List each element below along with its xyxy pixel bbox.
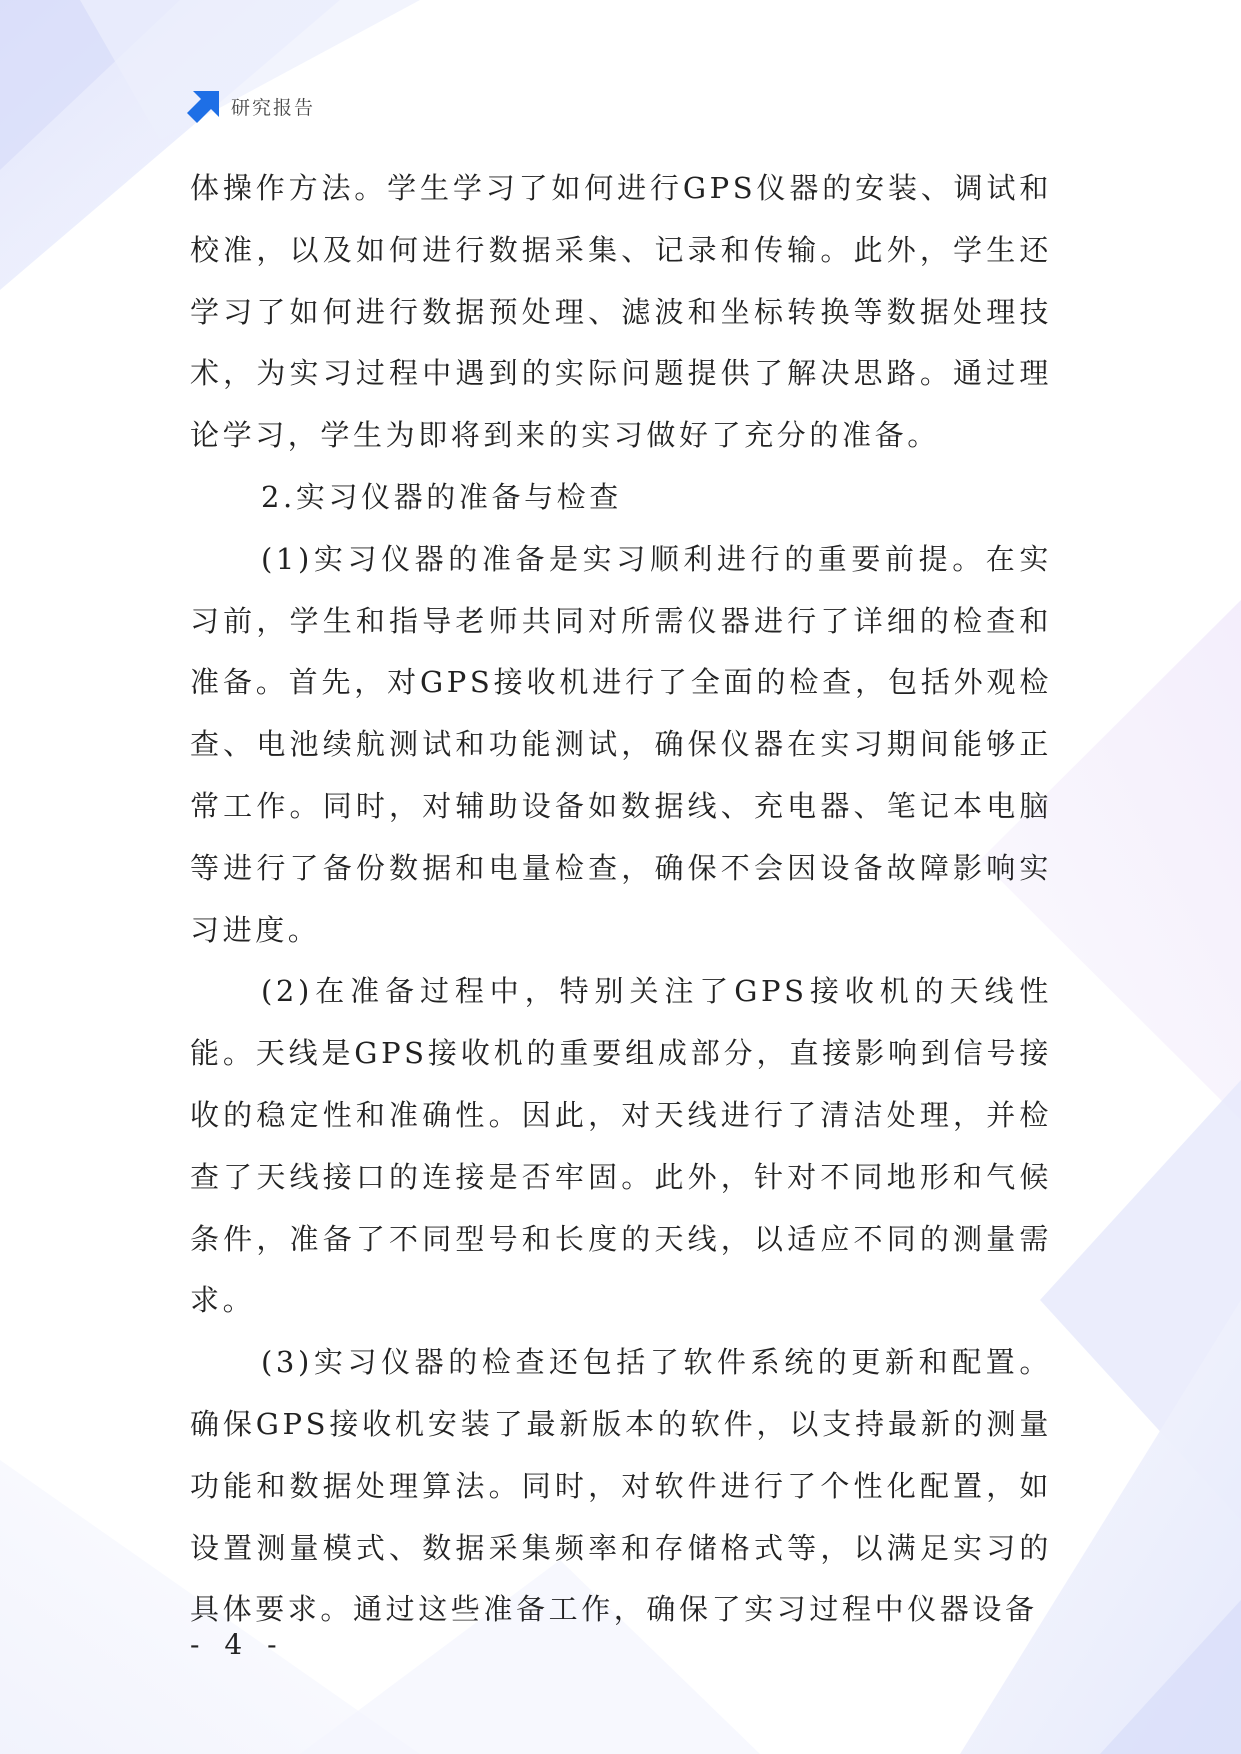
page-header [187, 88, 315, 124]
arrow-up-right-icon [187, 89, 221, 123]
paragraph-3: (3)实习仪器的检查还包括了软件系统的更新和配置。确保GPS接收机安装了最新版本的软件，以支持最新的测量功能和数据处理算法。同时，对软件进行了个性化配置，如设置测量模式、数据采集频率和存储格式等，以满足实习的具体要求。通过这些准备工作，确保了实习过程中仪器设备 [190, 1345, 1052, 1627]
page-number: - 4 - [190, 1628, 285, 1661]
header-title: 研究报告 [231, 96, 316, 119]
paragraph-1: (1)实习仪器的准备是实习顺利进行的重要前提。在实习前，学生和指导老师共同对所需仪器进行了详细的检查和准备。首先，对GPS接收机进行了全面的检查，包括外观检查、电池续航测试和功能测试，确保仪器在实习期间能够正常工作。同时，对辅助设备如数据线、充电器、笔记本电脑等进行了备份数据和电量检查，确保不会因设备故障影响实习进度。 [190, 541, 1052, 947]
paragraph-continuation: 体操作方法。学生学习了如何进行GPS仪器的安装、调试和校准，以及如何进行数据采集、记录和传输。此外，学生还学习了如何进行数据预处理、滤波和坐标转换等数据处理技术，为实习过程中遇到的实际问题提供了解决思路。通过理论学习，学生为即将到来的实习做好了充分的准备。 [190, 171, 1052, 453]
section-heading: 2.实习仪器的准备与检查 [261, 479, 622, 514]
document-body [190, 158, 1052, 1641]
paragraph-2: (2)在准备过程中，特别关注了GPS接收机的天线性能。天线是GPS接收机的重要组成部分，直接影响到信号接收的稳定性和准确性。因此，对天线进行了清洁处理，并检查了天线接口的连接是否牢固。此外，针对不同地形和气候条件，准备了不同型号和长度的天线，以适应不同的测量需求。 [190, 974, 1052, 1318]
